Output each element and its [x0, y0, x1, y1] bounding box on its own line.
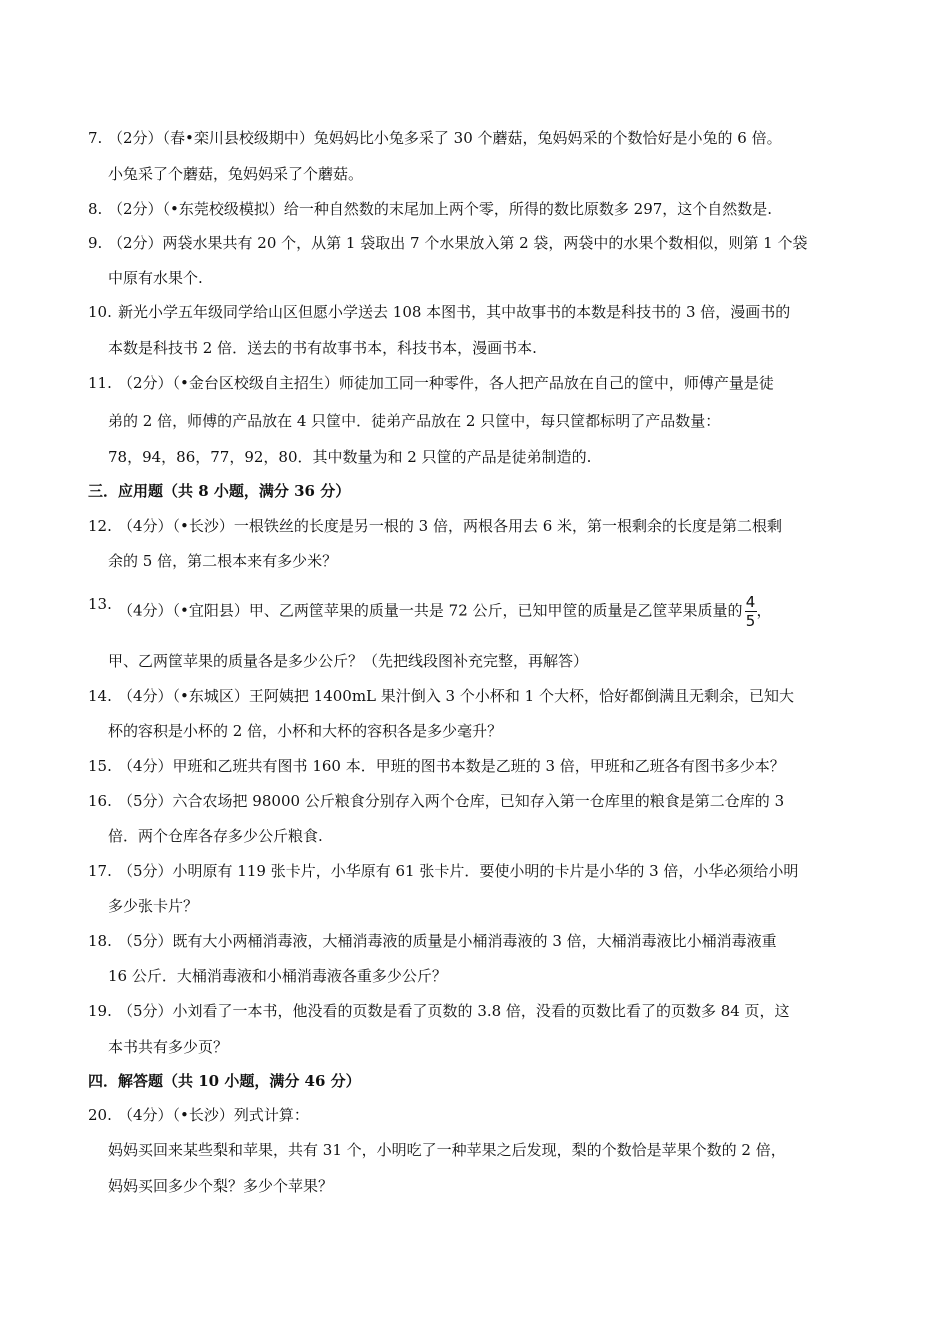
question-text: （4分）（•东城区）王阿姨把 1400mL 果汁倒入 3 个小杯和 1 个大杯，恰好都倒满且无剩余，已知大 [118, 687, 794, 705]
question-text: 16 公斤．大桶消毒液和小桶消毒液各重多少公斤？ [108, 967, 447, 985]
question-number: 15. [88, 757, 112, 775]
fraction-denominator: 5 [745, 612, 756, 630]
question-text: （5分）既有大小两桶消毒液，大桶消毒液的质量是小桶消毒液的 3 倍，大桶消毒液比小桶消毒液重 [118, 932, 777, 950]
question-text: （4分）（•宜阳县）甲、乙两筐苹果的质量一共是 72 公斤，已知甲筐的质量是乙筐苹果质量的 [118, 601, 743, 620]
question-text: 中原有水果个. [108, 269, 203, 287]
question-text: ， [756, 601, 772, 620]
question-text: （2分）（春•栾川县校级期中）兔妈妈比小兔多采了 30 个蘑菇，兔妈妈采的个数恰好是小兔的 6 倍。 [108, 129, 782, 147]
question-number: 18. [88, 932, 112, 950]
question-text: （5分）小刘看了一本书，他没看的页数是看了页数的 3.8 倍，没看的页数比看了的页数多 84 页，这 [118, 1002, 790, 1020]
question-number: 7. [88, 129, 103, 147]
question-number: 20. [88, 1106, 112, 1124]
question-number: 8. [88, 200, 103, 218]
question-text: （2分）（•东莞校级模拟）给一种自然数的末尾加上两个零，所得的数比原数多 297，这个自然数是. [108, 200, 773, 218]
question-text: 78，94，86，77，92，80．其中数量为和 2 只筐的产品是徒弟制造的. [108, 448, 592, 466]
question-text: 妈妈买回来某些梨和苹果，共有 31 个，小明吃了一种苹果之后发现，梨的个数恰是苹果个数的 2 倍， [108, 1141, 786, 1159]
question-text: 弟的 2 倍，师傅的产品放在 4 只筐中．徒弟产品放在 2 只筐中，每只筐都标明了产品数量： [108, 412, 721, 430]
question-text: 本书共有多少页？ [108, 1038, 229, 1056]
question-text: （2分）两袋水果共有 20 个，从第 1 袋取出 7 个水果放入第 2 袋，两袋中的水果个数相似，则第 1 个袋 [108, 234, 808, 252]
question-text: （5分）六合农场把 98000 公斤粮食分别存入两个仓库，已知存入第一仓库里的粮食是第二仓库的 3 [118, 792, 785, 810]
question-number: 9. [88, 234, 103, 252]
question-text: 杯的容积是小杯的 2 倍，小杯和大杯的容积各是多少毫升？ [108, 722, 503, 740]
fraction-numerator: 4 [745, 593, 756, 611]
question-text: （4分）（•长沙）一根铁丝的长度是另一根的 3 倍，两根各用去 6 米，第一根剩余的长度是第二根剩 [118, 517, 783, 535]
question-text: 多少张卡片？ [108, 897, 199, 915]
question-number: 17. [88, 862, 112, 880]
question-number: 13. [88, 595, 112, 613]
question-number: 16. [88, 792, 112, 810]
question-text: 本数是科技书 2 倍．送去的书有故事书本，科技书本，漫画书本. [108, 339, 537, 357]
question-number: 10. [88, 303, 112, 321]
section-title: 四．解答题（共 10 小题，满分 46 分） [88, 1072, 361, 1090]
section-title: 三．应用题（共 8 小题，满分 36 分） [88, 482, 351, 500]
question-number: 14. [88, 687, 112, 705]
question-text: （4分）甲班和乙班共有图书 160 本．甲班的图书本数是乙班的 3 倍，甲班和乙班各有图书多少本？ [118, 757, 785, 775]
question-number: 12. [88, 517, 112, 535]
question-text: （2分）（•金台区校级自主招生）师徒加工同一种零件，各人把产品放在自己的筐中，师傅产量是徒 [118, 374, 774, 392]
question-text: 小兔采了个蘑菇，兔妈妈采了个蘑菇。 [108, 165, 364, 183]
fraction [745, 594, 757, 629]
question-text: 妈妈买回多少个梨？多少个苹果？ [108, 1177, 334, 1195]
question-text: （5分）小明原有 119 张卡片，小华原有 61 张卡片．要使小明的卡片是小华的 3 倍，小华必须给小明 [118, 862, 799, 880]
question-text: 倍．两个仓库各存多少公斤粮食. [108, 827, 323, 845]
question-number: 19. [88, 1002, 112, 1020]
question-text: 余的 5 倍，第二根本来有多少米？ [108, 552, 338, 570]
question-text: （4分）（•长沙）列式计算： [118, 1106, 309, 1124]
question-text: 新光小学五年级同学给山区但愿小学送去 108 本图书，其中故事书的本数是科技书的 3 倍，漫画书的 [118, 303, 791, 321]
question-text: 甲、乙两筐苹果的质量各是多少公斤？（先把线段图补充完整，再解答） [108, 652, 589, 670]
question-number: 11. [88, 374, 112, 392]
